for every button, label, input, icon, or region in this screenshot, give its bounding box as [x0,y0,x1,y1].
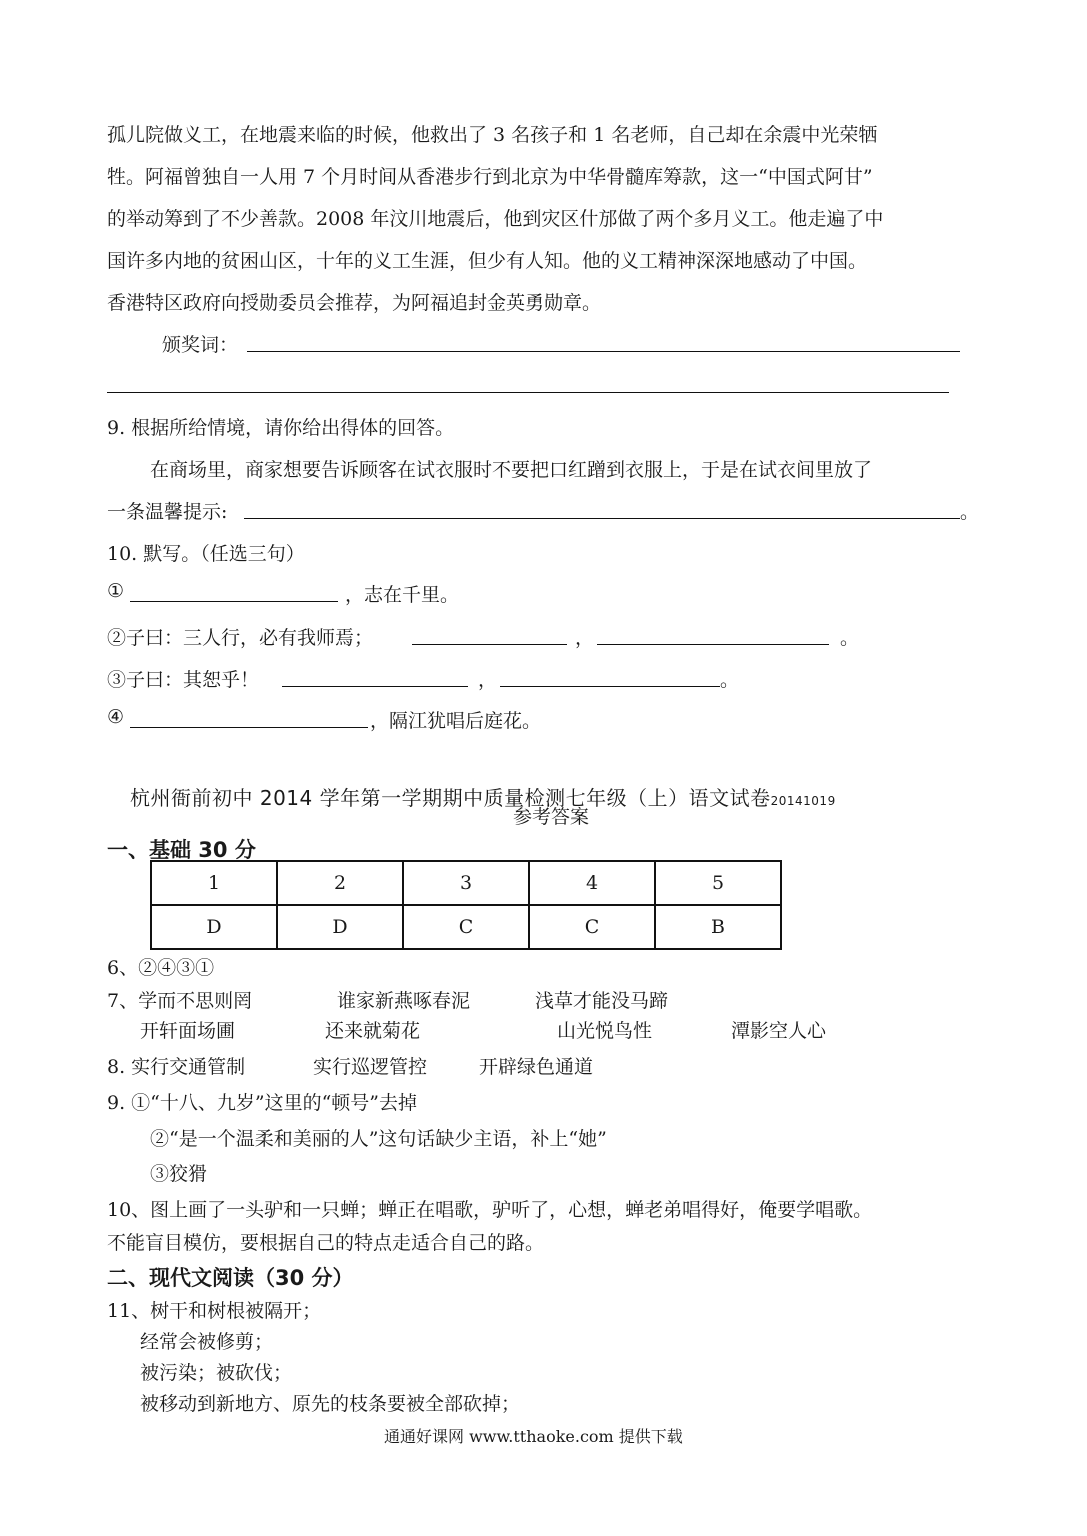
table-cell-number: 1 [151,861,277,905]
answer-8-3: 开辟绿色通道 [479,1056,594,1078]
answer-9-3: ③狡猾 [150,1163,208,1185]
answer-7-7: 潭影空人心 [731,1020,827,1042]
table-cell-number: 3 [403,861,529,905]
q9-blank [578,518,960,519]
table-cell-answer: C [529,905,655,949]
q10-item4-blank [130,727,368,728]
answer-11-2: 经常会被修剪； [140,1331,274,1353]
section-1-heading: 一、基础 30 分 [107,838,256,862]
table-cell-number: 5 [655,861,781,905]
table-cell-answer: B [655,905,781,949]
passage-line-3: 的举动筹到了不少善款。2008 年汶川地震后，他到灾区什邡做了两个多月义工。他走遍了中 [107,208,884,230]
answer-title-main: 杭州衙前初中 2014 学年第一学期期中质量检测七年级（上）语文试卷 [130,786,771,810]
answer-7-5: 还来就菊花 [325,1020,421,1042]
q9-blank-thin [244,518,579,519]
answer-7-1: 7、学而不思则罔 [107,990,253,1012]
answer-8-1: 8. 实行交通管制 [107,1056,246,1078]
q10-item1-text: ，志在千里。 [345,584,460,606]
footer-text: 通通好课网 www.tthaoke.com 提供下载 [384,1427,683,1446]
answer-11-4: 被移动到新地方、原先的枝条要被全部砍掉； [140,1393,521,1415]
passage-line-2: 牲。阿福曾独自一人用 7 个月时间从香港步行到北京为中华骨髓库筹款，这一“中国式阿甘” [107,166,873,188]
q10-item3-blank-2 [500,686,720,687]
q10-item2-period: 。 [840,627,860,649]
q9-prompt: 9. 根据所给情境，请你给出得体的回答。 [107,417,455,439]
table-cell-number: 2 [277,861,403,905]
q10-item1-number: ① [107,580,125,602]
answer-table-number-row [151,861,781,905]
q10-item3-comma: ， [478,669,498,691]
answer-7-3: 浅草才能没马蹄 [535,990,669,1012]
q10-item1-blank [130,601,338,602]
answer-table [150,860,782,950]
q9-scenario: 在商场里，商家想要告诉顾客在试衣服时不要把口红蹭到衣服上，于是在试衣间里放了 [150,459,873,481]
q10-item4-number: ④ [107,706,125,728]
answer-11-1: 11、树干和树根被隔开； [107,1300,322,1322]
passage-line-4: 国许多内地的贫困山区，十年的义工生涯，但少有人知。他的义工精神深深地感动了中国。 [107,250,868,272]
answer-9-1: 9. ①“十八、九岁”这里的“顿号”去掉 [107,1092,418,1114]
award-label: 颁奖词： [162,334,239,356]
q10-item3-blank-1 [282,686,468,687]
answer-subtitle: 参考答案 [513,806,590,828]
q9-end: 。 [960,501,980,523]
section-2-heading: 二、现代文阅读（30 分） [107,1266,354,1290]
table-cell-answer: C [403,905,529,949]
answer-10-1: 10、图上画了一头驴和一只蝉；蝉正在唱歌，驴听了，心想，蝉老弟唱得好，俺要学唱歌。 [107,1199,873,1221]
q10-item3-period: 。 [720,669,740,691]
q9-tip-label: 一条温馨提示: [107,501,228,523]
answer-table-answer-row [151,905,781,949]
q10-item2-text: ②子曰：三人行，必有我师焉； [107,627,374,649]
table-cell-answer: D [277,905,403,949]
answer-7-2: 谁家新燕啄春泥 [337,990,471,1012]
answer-6: 6、②④③① [107,957,215,979]
passage-line-5: 香港特区政府向授勋委员会推荐，为阿福追封金英勇勋章。 [107,292,602,314]
q10-item3-text: ③子曰：其恕乎！ [107,669,260,691]
q10-item2-blank-1 [412,644,567,645]
answer-8-2: 实行巡逻管控 [313,1056,428,1078]
answer-7-4: 开轩面场圃 [140,1020,236,1042]
answer-7-6: 山光悦鸟性 [557,1020,653,1042]
award-blank-2 [107,392,949,393]
table-cell-number: 4 [529,861,655,905]
answer-10-2: 不能盲目模仿，要根据自己的特点走适合自己的路。 [107,1232,545,1254]
answer-title [130,782,836,811]
q10-item4-text: ，隔江犹唱后庭花。 [370,710,542,732]
passage-line-1: 孤儿院做义工，在地震来临的时候，他救出了 3 名孩子和 1 名老师，自己却在余震中光荣牺 [107,124,878,146]
answer-9-2: ②“是一个温柔和美丽的人”这句话缺少主语，补上“她” [150,1128,607,1150]
award-blank-1 [247,351,960,352]
q10-prompt: 10. 默写。（任选三句） [107,543,305,565]
q10-item2-comma: ， [575,627,595,649]
q10-item2-blank-2 [597,644,829,645]
answer-11-3: 被污染；被砍伐； [140,1362,293,1384]
answer-title-date: 20141019 [770,794,836,808]
table-cell-answer: D [151,905,277,949]
